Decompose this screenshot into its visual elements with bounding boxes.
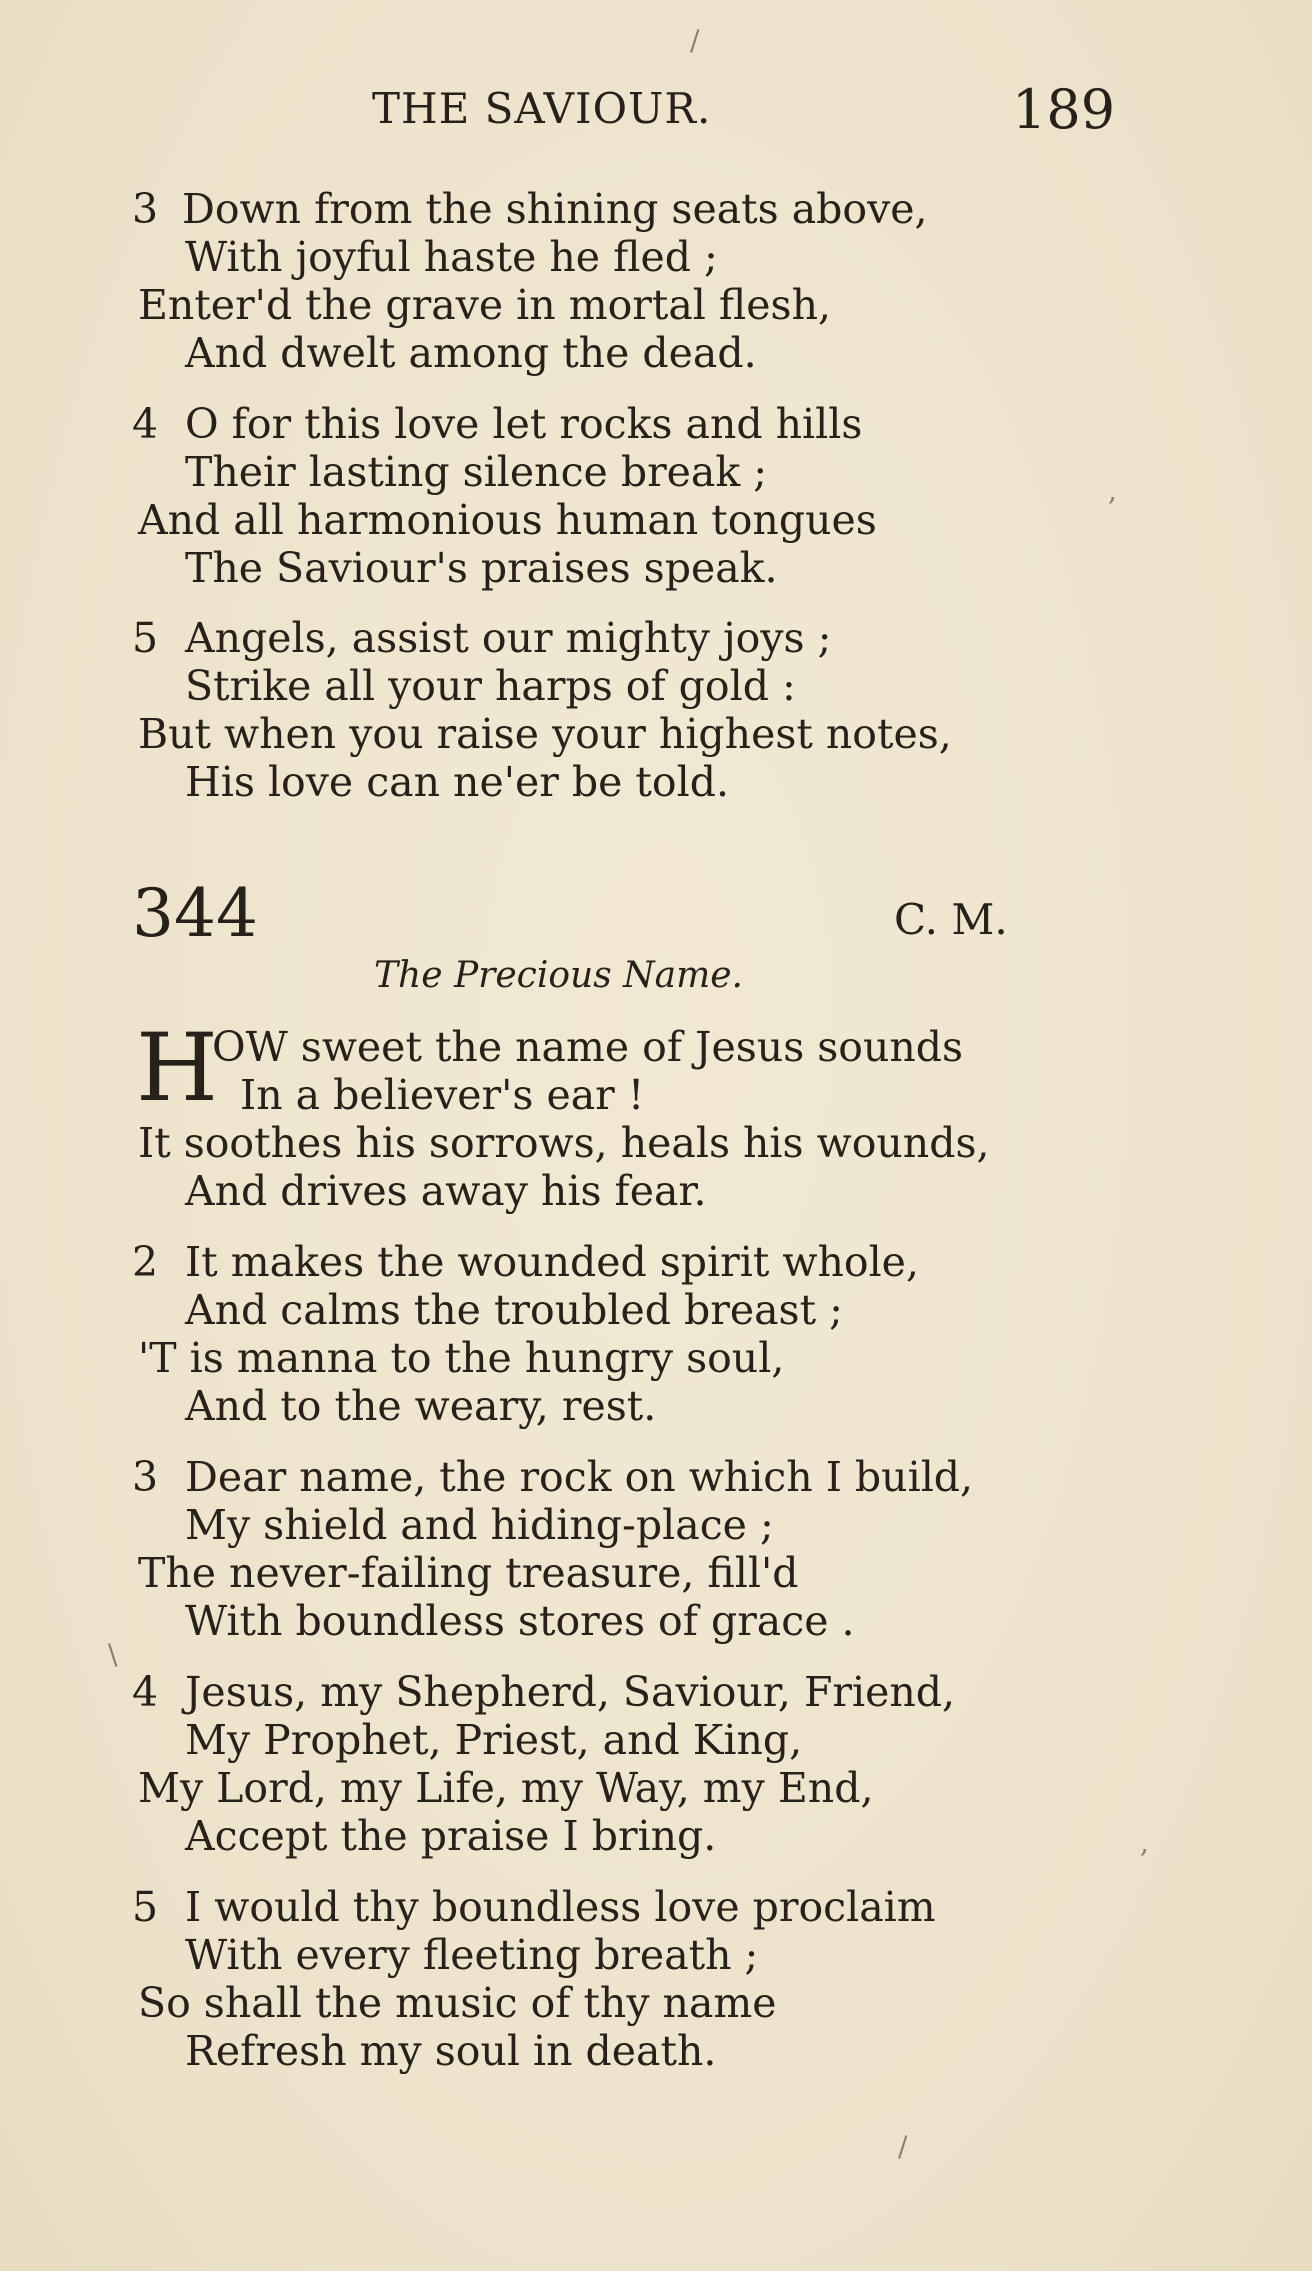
paper-speck: / (690, 24, 700, 57)
verse-line: And dwelt among the dead. (185, 329, 757, 377)
verse-line: Strike all your harps of gold : (185, 662, 796, 710)
stanza-number: 4 (132, 400, 159, 448)
verse-line: Their lasting silence break ; (185, 448, 768, 496)
running-head (0, 78, 1312, 148)
verse-line: Enter'd the grave in mortal flesh, (138, 281, 832, 329)
verse-line: Dear name, the rock on which I build, (185, 1453, 974, 1501)
paper-speck: , (1140, 1826, 1149, 1859)
verse-line: The Saviour's praises speak. (185, 544, 778, 592)
paper-speck: \ (108, 1638, 118, 1671)
verse-line: 'T is manna to the hungry soul, (138, 1334, 785, 1382)
hymn-meter: C. M. (894, 895, 1008, 944)
verse-line: Angels, assist our mighty joys ; (185, 614, 832, 662)
stanza-number: 3 (132, 1453, 159, 1501)
verse-line: Refresh my soul in death. (185, 2027, 717, 2075)
verse-line: OW sweet the name of Jesus sounds (212, 1023, 964, 1071)
verse-line: So shall the music of thy name (138, 1979, 777, 2027)
stanza-number: 5 (132, 614, 159, 662)
drop-cap: H (136, 1014, 218, 1123)
verse-line: My Prophet, Priest, and King, (185, 1716, 803, 1764)
verse-line: Accept the praise I bring. (185, 1812, 717, 1860)
stanza-number: 3 (132, 185, 159, 233)
verse-line: And all harmonious human tongues (138, 496, 877, 544)
running-title: THE SAVIOUR. (372, 84, 712, 133)
verse-line: The never-failing treasure, fill'd (138, 1549, 799, 1597)
verse-line: And to the weary, rest. (185, 1382, 657, 1430)
hymn-number: 344 (132, 875, 258, 952)
verse-line: Down from the shining seats above, (182, 185, 928, 233)
hymn-title: The Precious Name. (374, 955, 743, 996)
stanza-number: 5 (132, 1883, 159, 1931)
verse-line: With joyful haste he fled ; (185, 233, 718, 281)
verse-line: In a believer's ear ! (240, 1071, 645, 1119)
verse-line: With boundless stores of grace . (185, 1597, 855, 1645)
verse-line: And drives away his fear. (185, 1167, 707, 1215)
verse-line: O for this love let rocks and hills (185, 400, 863, 448)
verse-line: My shield and hiding-place ; (185, 1501, 774, 1549)
verse-line: Jesus, my Shepherd, Saviour, Friend, (185, 1668, 956, 1716)
verse-line: It soothes his sorrows, heals his wounds, (138, 1119, 990, 1167)
paper-speck: / (898, 2130, 908, 2163)
verse-line: And calms the troubled breast ; (185, 1286, 843, 1334)
stanza-number: 2 (132, 1238, 159, 1286)
verse-line: His love can ne'er be told. (185, 758, 729, 806)
verse-line: I would thy boundless love proclaim (185, 1883, 936, 1931)
verse-line: It makes the wounded spirit whole, (185, 1238, 919, 1286)
verse-line: With every fleeting breath ; (185, 1931, 759, 1979)
paper-speck: , (1108, 474, 1117, 507)
verse-line: But when you raise your highest notes, (138, 710, 952, 758)
page-number: 189 (1012, 78, 1116, 141)
verse-line: My Lord, my Life, my Way, my End, (138, 1764, 874, 1812)
stanza-number: 4 (132, 1668, 159, 1716)
